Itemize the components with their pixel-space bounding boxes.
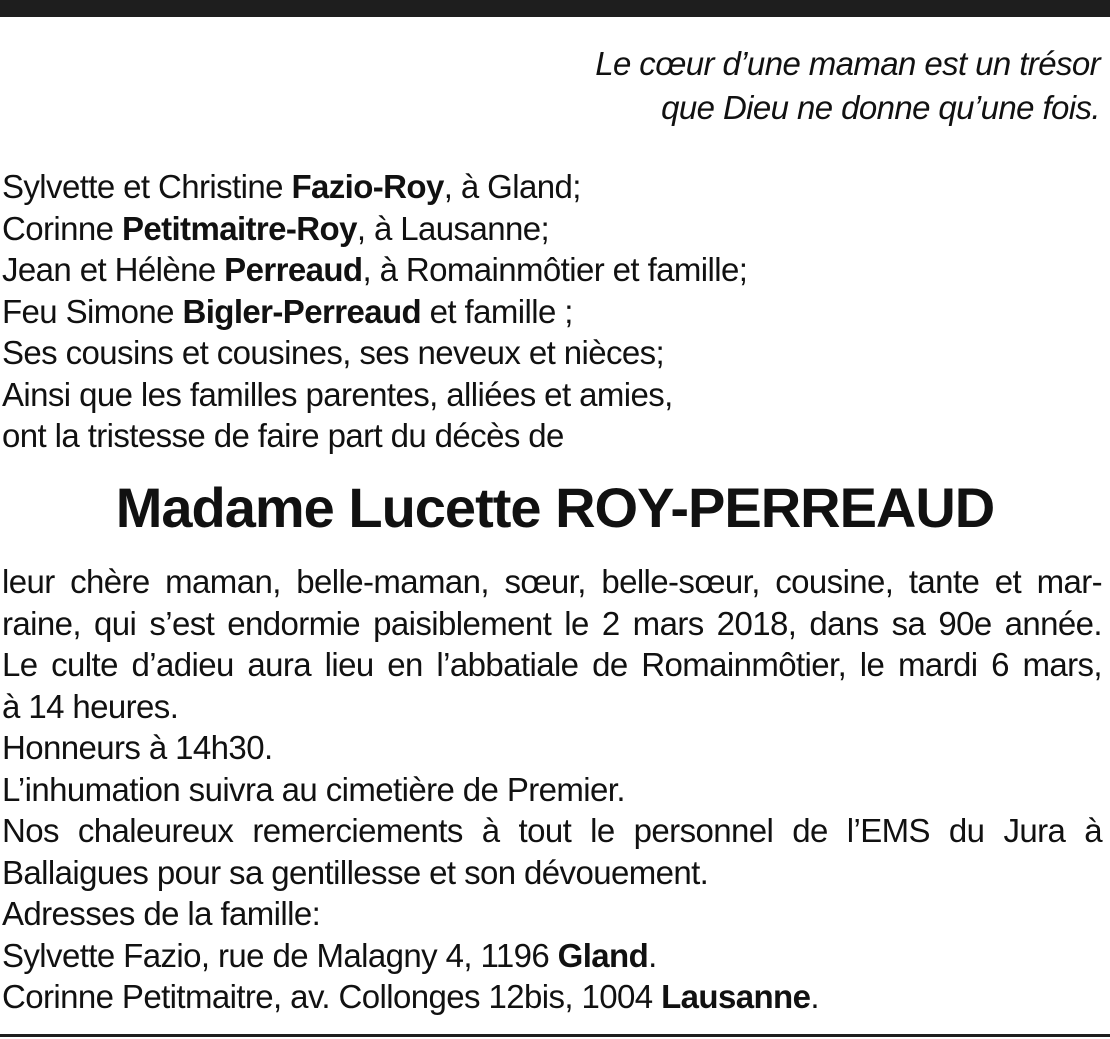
details-line: leur chère maman, belle-maman, sœur, belle-sœur, cousine, tante et mar- [2,563,1102,600]
details-line: Adresses de la famille: [2,895,321,932]
family-text: et famille ; [421,292,573,330]
deceased-name: Madame Lucette ROY-PERREAUD [115,476,995,539]
family-text: , à Gland; [443,168,581,205]
family-text: , à Romainmôtier et famille; [362,251,748,288]
family-text: Jean et Hélène [2,251,225,288]
details-line: Honneurs à 14h30. [2,729,273,766]
family-list [2,166,747,457]
family-line [2,374,747,416]
family-text: Ainsi que les familles parentes, alliées et amies, [2,375,673,413]
family-text: ont la tristesse de faire part du décès de [2,417,564,454]
details-line: raine, qui s’est endormie paisiblement le 2 mars 2018, dans sa 90e année. [2,604,1102,642]
family-text: Sylvette et Christine [2,168,292,205]
family-line [2,166,747,208]
address-city: Gland [557,936,649,974]
epigraph [595,42,1100,130]
details-line: à 14 heures. [2,687,179,725]
details-line: Le culte d’adieu aura lieu en l’abbatiale de Romainmôtier, le mardi 6 mars, [2,646,1102,683]
epigraph-line-1: Le cœur d’une maman est un trésor [595,45,1100,82]
family-line [2,332,747,374]
address-text: . [648,936,657,974]
top-rule [0,0,1110,17]
bottom-rule [0,1034,1110,1037]
family-line [2,291,747,333]
address-line [2,976,1102,1018]
family-text: Ses cousins et cousines, ses neveux et nièces; [2,334,665,371]
family-line [2,249,747,291]
details [2,561,1102,1018]
address-text: . [810,978,819,1015]
family-surname: Bigler-Perreaud [182,292,422,330]
family-text: , à Lausanne; [356,209,550,247]
epigraph-line-2: que Dieu ne donne qu’une fois. [661,89,1100,126]
address-city: Lausanne [661,978,811,1015]
details-line: L’inhumation suivra au cimetière de Premier. [2,770,625,808]
address-text: Corinne Petitmaitre, av. Collonges 12bis, 1004 [2,978,662,1015]
family-text: Feu Simone [2,292,183,330]
family-line [2,415,747,457]
family-surname: Perreaud [224,251,363,288]
family-text: Corinne [2,209,122,247]
family-surname: Petitmaitre-Roy [121,209,357,247]
family-line [2,208,747,250]
address-line [2,935,1102,977]
details-line: Nos chaleureux remerciements à tout le personnel de l’EMS du Jura à [2,812,1102,849]
details-line: Ballaigues pour sa gentillesse et son dévouement. [2,853,709,891]
family-surname: Fazio-Roy [291,168,444,205]
address-text: Sylvette Fazio, rue de Malagny 4, 1196 [2,936,558,974]
